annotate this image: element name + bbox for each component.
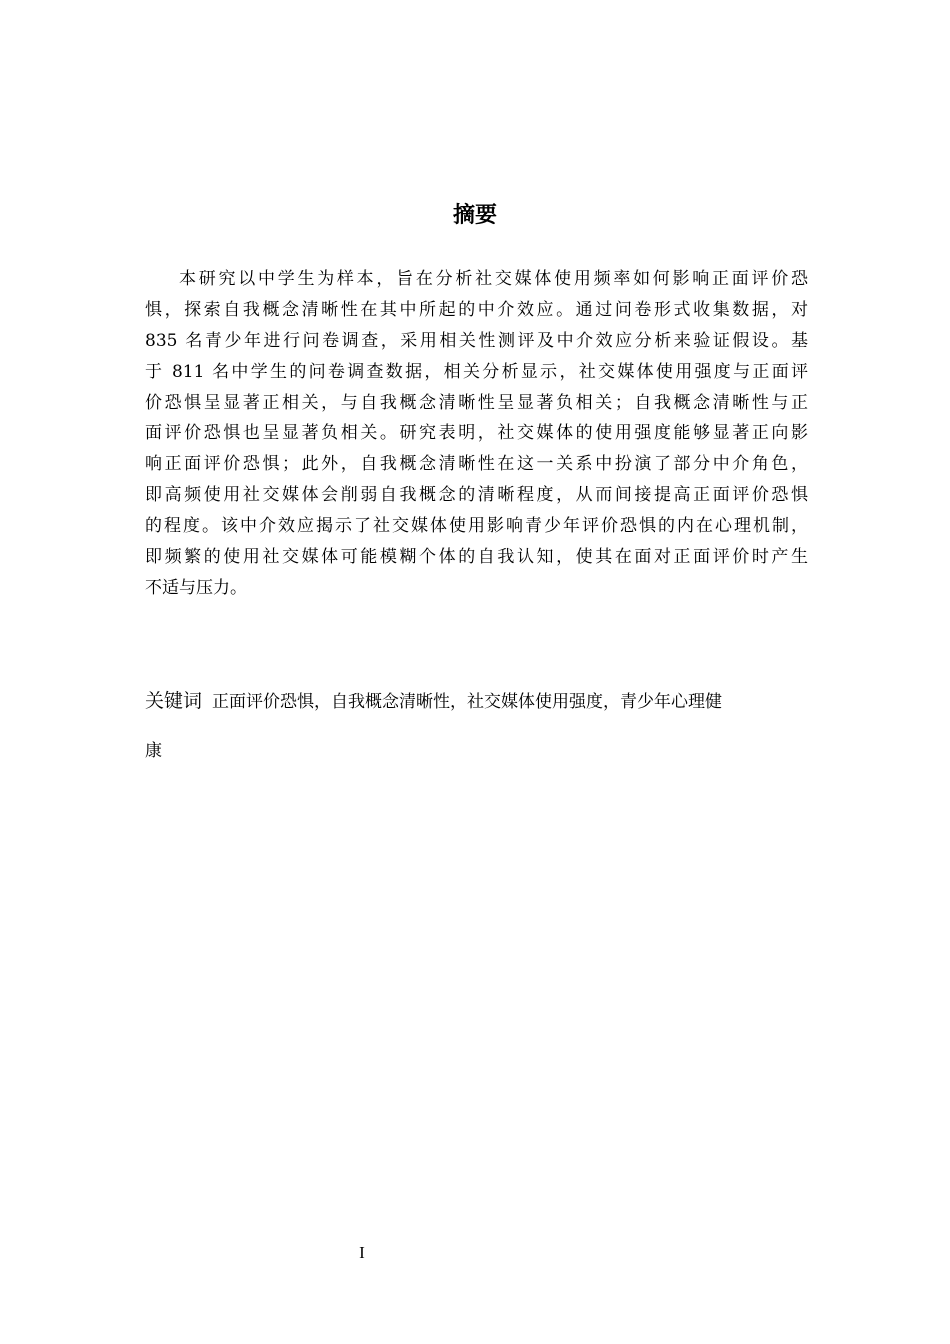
abstract-body (145, 264, 808, 604)
page-number: I (359, 1243, 365, 1262)
abstract-line: 本研究以中学生为样本，旨在分析社交媒体使用频率如何影响正面评价恐 (179, 269, 808, 289)
keywords-text: 正面评价恐惧，自我概念清晰性，社交媒体使用强度，青少年心理健 (212, 692, 723, 712)
abstract-line: 面评价恐惧也呈显著负相关。研究表明，社交媒体的使用强度能够显著正向影 (145, 423, 808, 444)
abstract-line: 835 名青少年进行问卷调查，采用相关性测评及中介效应分析来验证假设。基 (145, 330, 808, 351)
abstract-title: 摘要 (452, 203, 497, 228)
abstract-line: 惧，探索自我概念清晰性在其中所起的中介效应。通过问卷形式收集数据，对 (145, 299, 808, 320)
abstract-line: 于 811 名中学生的问卷调查数据，相关分析显示，社交媒体使用强度与正面评 (145, 361, 808, 382)
keywords-section (145, 686, 808, 766)
abstract-line: 即高频使用社交媒体会削弱自我概念的清晰程度，从而间接提高正面评价恐惧 (145, 485, 808, 506)
abstract-line: 响正面评价恐惧；此外，自我概念清晰性在这一关系中扮演了部分中介角色， (145, 454, 808, 475)
abstract-line: 的程度。该中介效应揭示了社交媒体使用影响青少年评价恐惧的内在心理机制， (145, 516, 808, 537)
keywords-label: 关键词 (145, 690, 203, 712)
abstract-line: 不适与压力。 (145, 577, 247, 598)
keywords-line-continued: 康 (145, 741, 162, 761)
abstract-line: 价恐惧呈显著正相关，与自我概念清晰性呈显著负相关；自我概念清晰性与正 (145, 392, 808, 413)
abstract-line: 即频繁的使用社交媒体可能模糊个体的自我认知，使其在面对正面评价时产生 (145, 547, 808, 568)
keywords-line (145, 686, 808, 716)
